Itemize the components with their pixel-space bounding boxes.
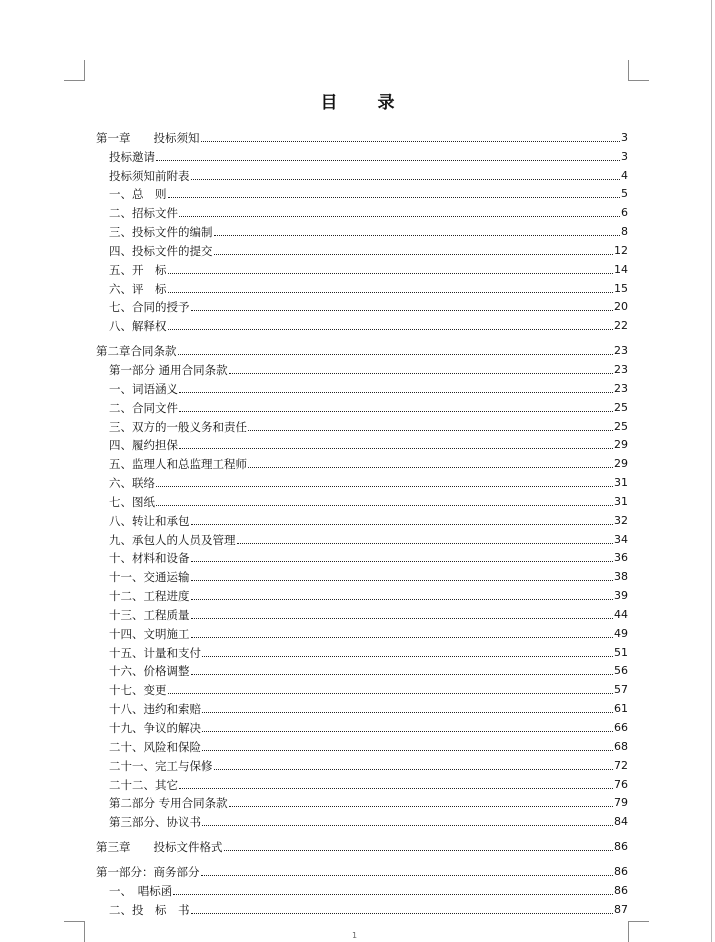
toc-dot-leader bbox=[214, 254, 614, 255]
toc-entry[interactable] bbox=[96, 145, 628, 164]
toc-entry-label: 二十二、其它 bbox=[109, 777, 178, 792]
toc-entry-page: 4 bbox=[621, 168, 628, 182]
toc-entry-page: 5 bbox=[621, 187, 628, 201]
toc-entry[interactable] bbox=[96, 239, 628, 258]
toc-entry-page: 32 bbox=[614, 513, 628, 527]
toc-entry[interactable] bbox=[96, 396, 628, 415]
toc-dot-leader bbox=[214, 769, 614, 770]
toc-entry[interactable] bbox=[96, 678, 628, 697]
toc-entry-page: 86 bbox=[614, 883, 628, 897]
toc-entry[interactable] bbox=[96, 716, 628, 735]
toc-entry[interactable] bbox=[96, 792, 628, 811]
toc-entry-page: 3 bbox=[621, 149, 628, 163]
toc-entry-page: 61 bbox=[614, 702, 628, 716]
toc-dot-leader bbox=[214, 235, 621, 236]
toc-entry-page: 14 bbox=[614, 262, 628, 276]
toc-entry-label: 十五、计量和支付 bbox=[109, 645, 201, 660]
page-number: 1 bbox=[352, 931, 358, 940]
toc-dot-leader bbox=[202, 712, 613, 713]
toc-entry-label: 十七、变更 bbox=[109, 683, 167, 698]
toc-entry[interactable] bbox=[96, 660, 628, 679]
toc-entry-label: 五、开 标 bbox=[109, 262, 167, 277]
toc-entry[interactable] bbox=[96, 377, 628, 396]
toc-entry-label: 第三部分、协议书 bbox=[109, 815, 201, 830]
toc-entry-label: 一、词语涵义 bbox=[109, 381, 178, 396]
toc-entry-page: 34 bbox=[614, 532, 628, 546]
toc-entry[interactable] bbox=[96, 471, 628, 490]
toc-entry-label: 三、双方的一般义务和责任 bbox=[109, 419, 247, 434]
toc-entry-page: 22 bbox=[614, 319, 628, 333]
toc-dot-leader bbox=[179, 788, 613, 789]
toc-entry-label: 十六、价格调整 bbox=[109, 664, 190, 679]
toc-title: 目录 bbox=[320, 93, 435, 113]
toc-dot-leader bbox=[201, 875, 614, 876]
page-edge bbox=[711, 0, 712, 942]
toc-entry[interactable] bbox=[96, 220, 628, 239]
toc-entry-label: 第一部分：商务部分 bbox=[96, 864, 200, 879]
toc-entry-page: 23 bbox=[614, 381, 628, 395]
toc-entry-page: 79 bbox=[614, 796, 628, 810]
toc-entry-page: 15 bbox=[614, 281, 628, 295]
toc-dot-leader bbox=[201, 141, 621, 142]
toc-entry-page: 29 bbox=[614, 457, 628, 471]
toc-dot-leader bbox=[191, 637, 614, 638]
toc-entry-label: 七、合同的授予 bbox=[109, 300, 190, 315]
toc-entry-label: 十三、工程质量 bbox=[109, 607, 190, 622]
toc-entry[interactable] bbox=[96, 358, 628, 377]
toc-entry[interactable] bbox=[96, 810, 628, 829]
toc-entry-page: 56 bbox=[614, 664, 628, 678]
toc-entry-label: 八、解释权 bbox=[109, 319, 167, 334]
toc-dot-leader bbox=[229, 373, 613, 374]
toc-dot-leader bbox=[248, 467, 613, 468]
toc-dot-leader bbox=[191, 580, 614, 581]
toc-entry[interactable] bbox=[96, 835, 628, 854]
toc-dot-leader bbox=[168, 693, 614, 694]
toc-entry-label: 十、材料和设备 bbox=[109, 551, 190, 566]
toc-entry-page: 39 bbox=[614, 589, 628, 603]
toc-entry-label: 第二部分 专用合同条款 bbox=[109, 796, 228, 811]
toc-entry[interactable] bbox=[96, 641, 628, 660]
toc-entry-label: 第一部分 通用合同条款 bbox=[109, 362, 228, 377]
toc-dot-leader bbox=[178, 354, 614, 355]
toc-entry[interactable] bbox=[96, 164, 628, 183]
toc-entry-page: 72 bbox=[614, 758, 628, 772]
toc-entry[interactable] bbox=[96, 547, 628, 566]
toc-entry[interactable] bbox=[96, 314, 628, 333]
toc-entry-page: 20 bbox=[614, 300, 628, 314]
toc-entry-label: 投标须知前附表 bbox=[109, 168, 190, 183]
toc-dot-leader bbox=[191, 618, 614, 619]
toc-entry-label: 四、履约担保 bbox=[109, 438, 178, 453]
toc-entry[interactable] bbox=[96, 565, 628, 584]
toc-entry[interactable] bbox=[96, 603, 628, 622]
toc-entry-label: 四、投标文件的提交 bbox=[109, 243, 213, 258]
toc-dot-leader bbox=[224, 850, 614, 851]
toc-entry-page: 6 bbox=[621, 206, 628, 220]
toc-entry-page: 8 bbox=[621, 225, 628, 239]
toc-entry-page: 84 bbox=[614, 815, 628, 829]
toc-entry-label: 六、评 标 bbox=[109, 281, 167, 296]
toc-entry-label: 十九、争议的解决 bbox=[109, 721, 201, 735]
toc-dot-leader bbox=[191, 599, 614, 600]
toc-entry-page: 38 bbox=[614, 570, 628, 584]
toc-entry[interactable] bbox=[96, 277, 628, 296]
toc-entry-label: 二十、风险和保险 bbox=[109, 739, 201, 754]
toc-entry-label: 二、合同文件 bbox=[109, 400, 178, 415]
toc-dot-leader bbox=[179, 392, 613, 393]
toc-entry-page: 49 bbox=[614, 626, 628, 640]
toc-dot-leader bbox=[168, 273, 614, 274]
toc-entry[interactable] bbox=[96, 452, 628, 471]
toc-dot-leader bbox=[179, 411, 613, 412]
toc-entry[interactable] bbox=[96, 258, 628, 277]
toc-dot-leader bbox=[179, 216, 620, 217]
toc-entry-page: 3 bbox=[621, 130, 628, 144]
toc-entry-label: 一、总 则 bbox=[109, 187, 167, 202]
toc-entry-page: 25 bbox=[614, 419, 628, 433]
toc-entry-page: 31 bbox=[614, 476, 628, 490]
toc-dot-leader bbox=[202, 731, 613, 732]
toc-entry-label: 三、投标文件的编制 bbox=[109, 225, 213, 240]
toc-dot-leader bbox=[237, 543, 614, 544]
toc-entry-page: 87 bbox=[614, 902, 628, 916]
table-of-contents bbox=[96, 126, 628, 917]
toc-entry[interactable] bbox=[96, 584, 628, 603]
toc-dot-leader bbox=[168, 292, 614, 293]
toc-entry[interactable] bbox=[96, 773, 628, 792]
toc-entry-page: 12 bbox=[614, 243, 628, 257]
toc-entry-page: 86 bbox=[614, 864, 628, 878]
toc-entry-label: 投标邀请 bbox=[109, 149, 155, 164]
toc-entry-label: 八、转让和承包 bbox=[109, 513, 190, 528]
toc-entry-label: 二十一、完工与保修 bbox=[109, 758, 213, 773]
toc-dot-leader bbox=[191, 561, 614, 562]
toc-dot-leader bbox=[156, 505, 613, 506]
toc-entry-page: 44 bbox=[614, 607, 628, 621]
toc-dot-leader bbox=[168, 329, 614, 330]
toc-entry-label: 二、投 标 书 bbox=[109, 902, 190, 917]
toc-entry-label: 五、监理人和总监理工程师 bbox=[109, 457, 247, 472]
toc-entry-label: 十一、交通运输 bbox=[109, 570, 190, 585]
toc-entry[interactable] bbox=[96, 622, 628, 641]
toc-entry-label: 七、图纸 bbox=[109, 494, 155, 509]
toc-entry-page: 51 bbox=[614, 645, 628, 659]
toc-dot-leader bbox=[202, 825, 613, 826]
toc-entry[interactable] bbox=[96, 126, 628, 145]
toc-entry[interactable] bbox=[96, 509, 628, 528]
toc-entry-label: 第一章 投标须知 bbox=[96, 130, 200, 145]
toc-entry[interactable] bbox=[96, 296, 628, 315]
toc-entry-page: 66 bbox=[614, 721, 628, 734]
toc-entry[interactable] bbox=[96, 879, 628, 898]
toc-entry-label: 第二章合同条款 bbox=[96, 344, 177, 359]
toc-entry[interactable] bbox=[96, 697, 628, 716]
toc-entry[interactable] bbox=[96, 528, 628, 547]
toc-entry[interactable] bbox=[96, 898, 628, 917]
toc-entry-page: 57 bbox=[614, 683, 628, 697]
toc-entry-label: 十四、文明施工 bbox=[109, 626, 190, 641]
toc-entry[interactable] bbox=[96, 754, 628, 773]
toc-entry-label: 九、承包人的人员及管理 bbox=[109, 532, 236, 547]
toc-dot-leader bbox=[191, 179, 621, 180]
toc-entry[interactable] bbox=[96, 490, 628, 509]
toc-dot-leader bbox=[173, 894, 613, 895]
toc-entry-label: 第三章 投标文件格式 bbox=[96, 840, 223, 855]
toc-dot-leader bbox=[191, 674, 614, 675]
toc-entry[interactable] bbox=[96, 339, 628, 358]
toc-entry-page: 23 bbox=[614, 344, 628, 358]
toc-dot-leader bbox=[156, 486, 613, 487]
toc-dot-leader bbox=[191, 310, 614, 311]
toc-dot-leader bbox=[168, 197, 621, 198]
toc-entry-label: 十二、工程进度 bbox=[109, 589, 190, 604]
toc-dot-leader bbox=[248, 430, 613, 431]
toc-entry[interactable] bbox=[96, 415, 628, 434]
toc-entry-page: 86 bbox=[614, 840, 628, 854]
toc-entry-page: 23 bbox=[614, 362, 628, 376]
toc-dot-leader bbox=[191, 913, 614, 914]
toc-dot-leader bbox=[156, 160, 620, 161]
toc-dot-leader bbox=[179, 448, 613, 449]
toc-entry-label: 一、 唱标函 bbox=[109, 883, 173, 898]
toc-dot-leader bbox=[202, 656, 613, 657]
toc-entry[interactable] bbox=[96, 735, 628, 754]
toc-entry-page: 68 bbox=[614, 739, 628, 753]
toc-entry[interactable] bbox=[96, 434, 628, 453]
toc-entry-page: 25 bbox=[614, 400, 628, 414]
toc-entry-page: 76 bbox=[614, 777, 628, 791]
toc-dot-leader bbox=[229, 806, 613, 807]
toc-entry-label: 六、联络 bbox=[109, 476, 155, 491]
toc-entry-page: 31 bbox=[614, 494, 628, 508]
toc-dot-leader bbox=[191, 524, 614, 525]
toc-entry-page: 29 bbox=[614, 438, 628, 452]
toc-entry[interactable] bbox=[96, 201, 628, 220]
toc-entry[interactable] bbox=[96, 860, 628, 879]
toc-dot-leader bbox=[202, 750, 613, 751]
toc-entry-label: 二、招标文件 bbox=[109, 206, 178, 221]
toc-entry-page: 36 bbox=[614, 551, 628, 565]
toc-entry-label: 十八、违约和索赔 bbox=[109, 702, 201, 717]
toc-entry[interactable] bbox=[96, 183, 628, 202]
